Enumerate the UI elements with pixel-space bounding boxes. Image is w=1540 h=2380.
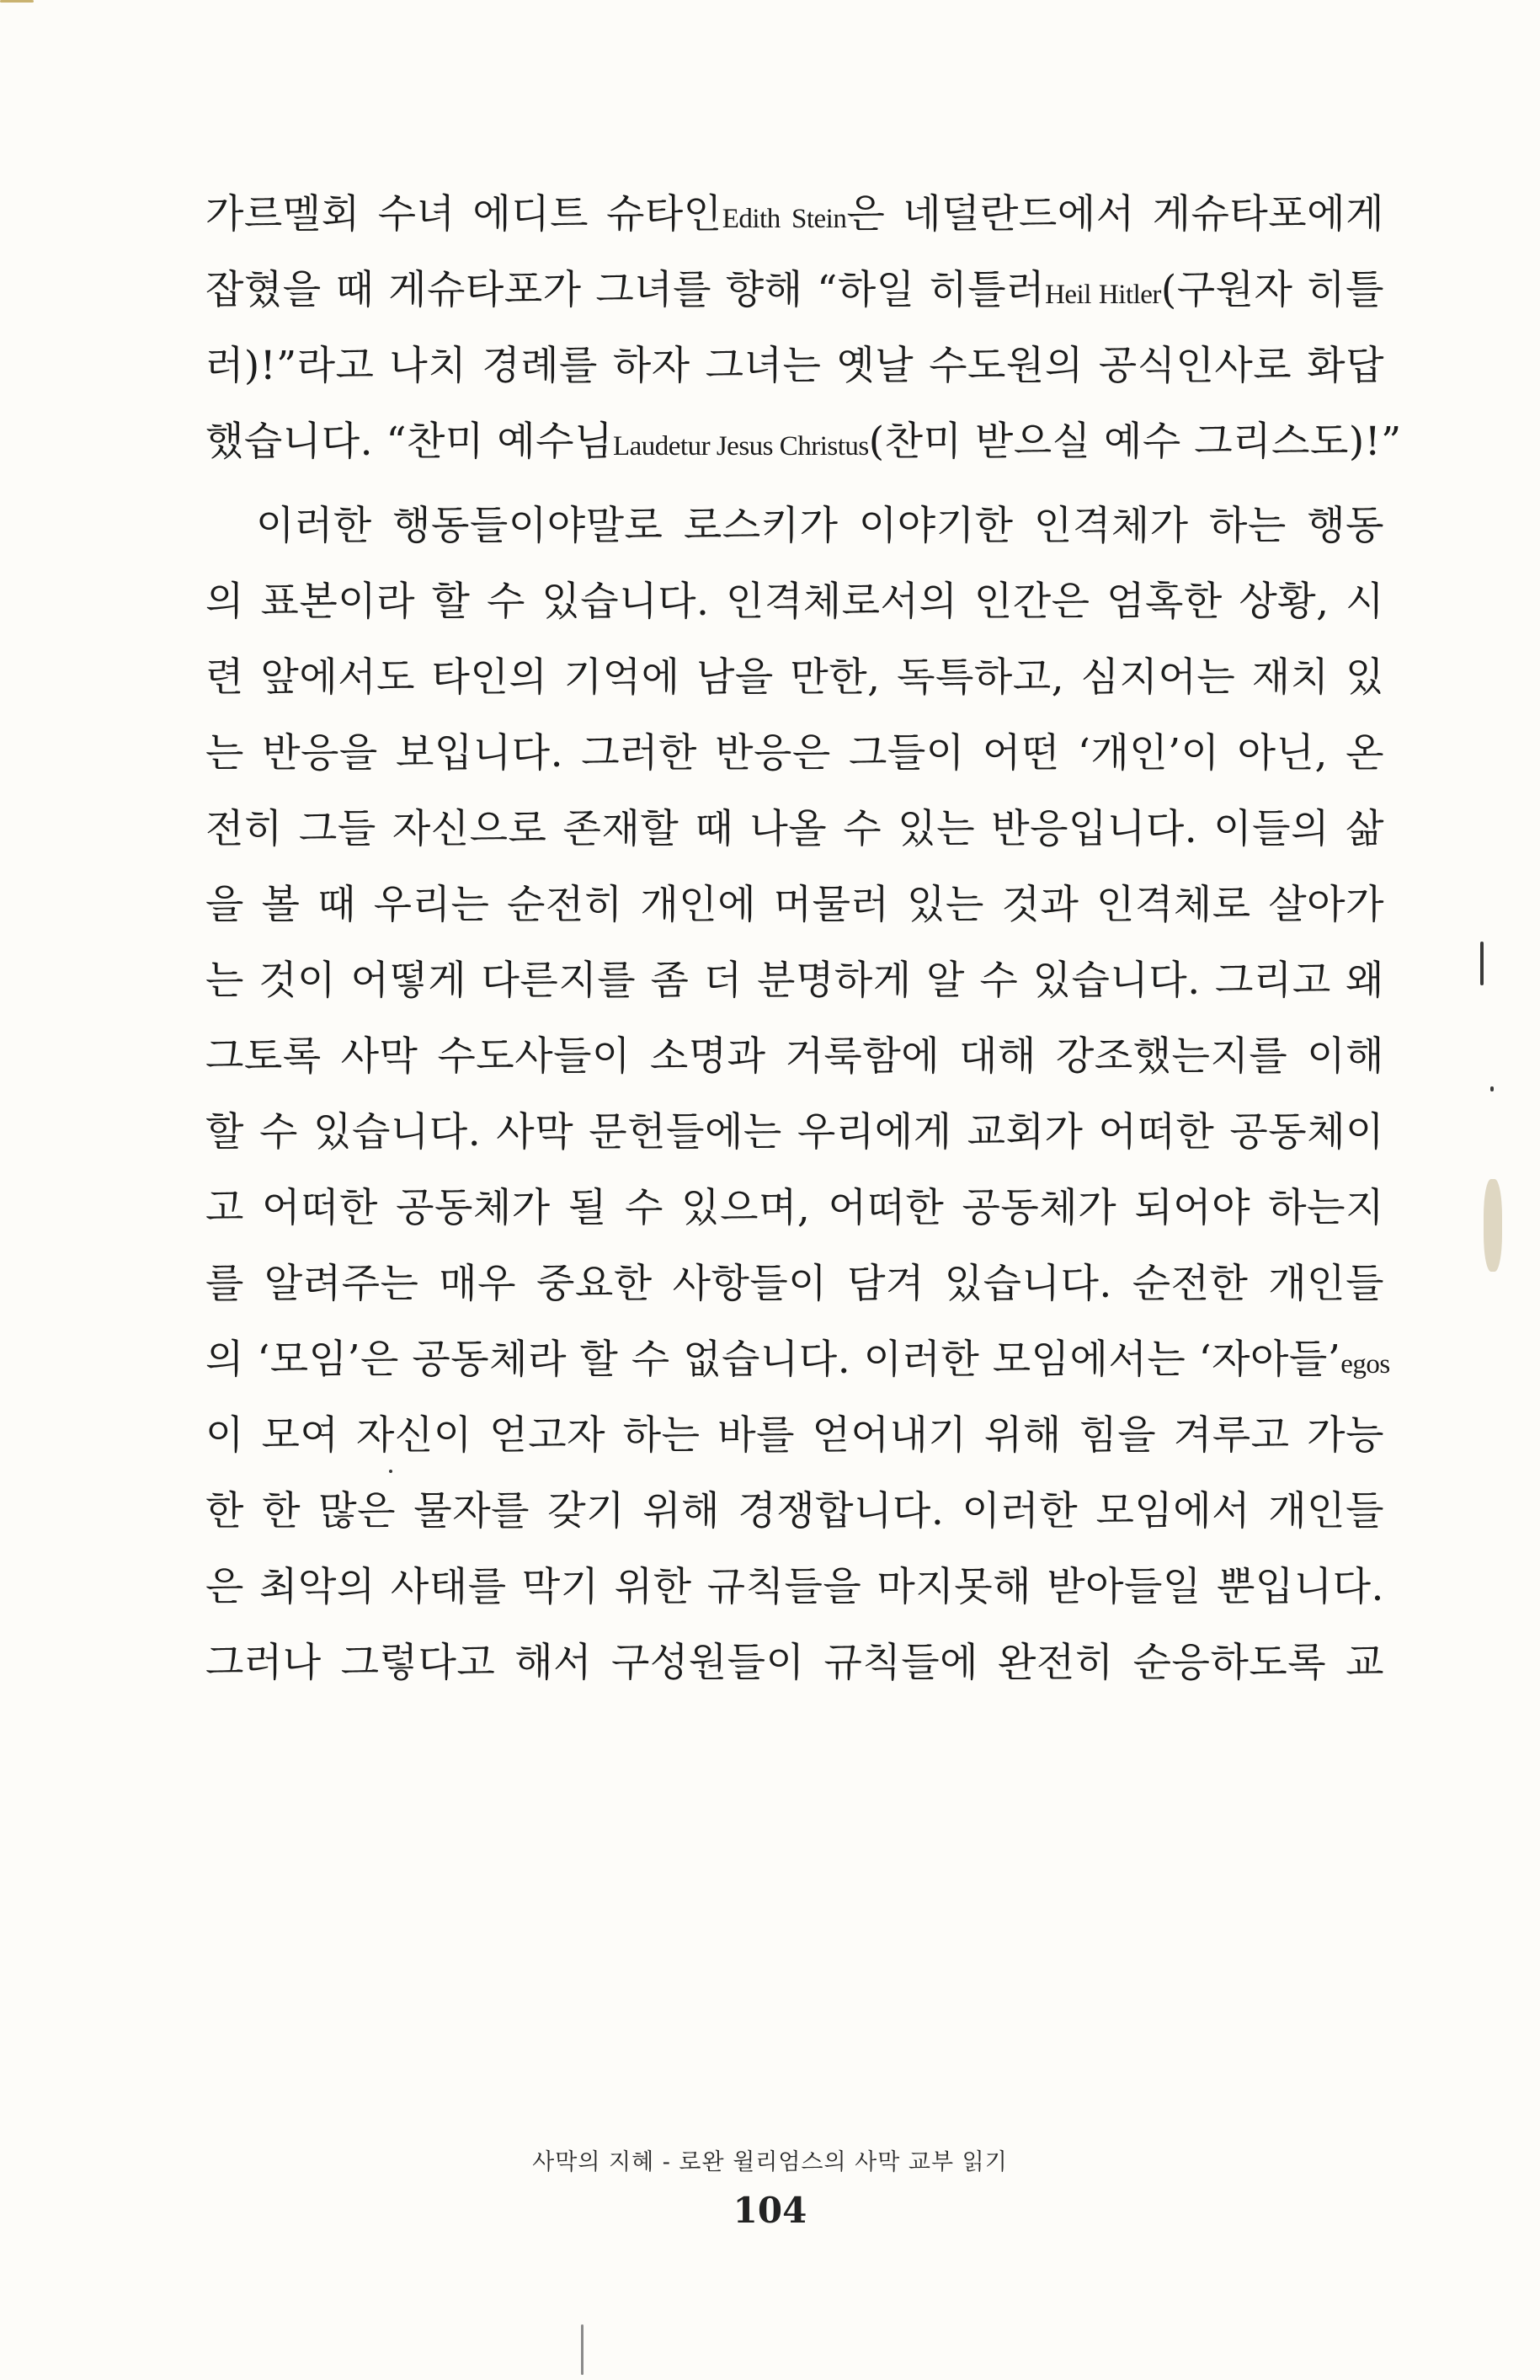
text-segment: 는 것이 어떻게 다른지를 좀 더 분명하게 알 수 있습니다. 그리고 왜	[205, 958, 1384, 1004]
text-line	[205, 720, 1384, 787]
text-line	[205, 1402, 1384, 1470]
text-line	[205, 493, 1384, 560]
text-line	[205, 1099, 1384, 1166]
scan-mark	[581, 2324, 583, 2375]
text-segment: 그토록 사막 수도사들이 소명과 거룩함에 대해 강조했는지를 이해	[205, 1033, 1384, 1080]
text-line	[205, 1554, 1384, 1621]
text-segment: 했습니다. “찬미 예수님	[205, 419, 613, 465]
text-line	[205, 408, 1402, 476]
running-footer-title: 사막의 지혜 - 로완 윌리엄스의 사막 교부 읽기	[532, 2149, 1008, 2175]
text-segment: 그러나 그렇다고 해서 구성원들이 규칙들에 완전히 순응하도록 교	[205, 1640, 1384, 1686]
text-segment: 가르멜회 수녀 에디트 슈타인	[205, 191, 722, 237]
text-segment: 의 ‘모임’은 공동체라 할 수 없습니다. 이러한 모임에서는 ‘자아들’	[205, 1337, 1341, 1383]
text-line	[205, 644, 1384, 712]
text-line	[205, 1251, 1384, 1318]
text-segment: 련 앞에서도 타인의 기억에 남을 만한, 독특하고, 심지어는 재치 있	[205, 654, 1384, 701]
text-segment: 러)!”라고 나치 경례를 하자 그녀는 옛날 수도원의 공식인사로 화답	[205, 343, 1384, 389]
text-segment: 잡혔을 때 게슈타포가 그녀를 향해 “하일 히틀러	[205, 267, 1046, 313]
text-segment: 은 네덜란드에서 게슈타포에게	[846, 191, 1384, 237]
text-segment: 를 알려주는 매우 중요한 사항들이 담겨 있습니다. 순전한 개인들	[205, 1261, 1384, 1307]
text-line	[205, 1630, 1384, 1697]
text-segment: 은 최악의 사태를 막기 위한 규칙들을 마지못해 받아들일 뿐입니다.	[205, 1564, 1384, 1610]
text-segment: 고 어떠한 공동체가 될 수 있으며, 어떠한 공동체가 되어야 하는지	[205, 1185, 1384, 1231]
scan-mark	[0, 0, 34, 3]
text-segment: 의 표본이라 할 수 있습니다. 인격체로서의 인간은 엄혹한 상황, 시	[205, 579, 1384, 625]
text-segment: 이러한 행동들이야말로 로스키가 이야기한 인격체가 하는 행동	[256, 503, 1384, 549]
scan-mark	[1490, 1086, 1494, 1091]
page-number: 104	[733, 2190, 807, 2231]
text-line	[205, 1023, 1384, 1091]
scan-mark	[1480, 942, 1484, 985]
text-line	[205, 796, 1384, 863]
text-line	[205, 1326, 1390, 1394]
text-segment: (찬미 받으실 예수 그리스도)!”	[868, 419, 1402, 465]
text-segment: 을 볼 때 우리는 순전히 개인에 머물러 있는 것과 인격체로 살아가	[205, 882, 1384, 928]
latin-term: egos	[1340, 1349, 1390, 1379]
text-segment: 는 반응을 보입니다. 그러한 반응은 그들이 어떤 ‘개인’이 아닌, 온	[205, 730, 1384, 776]
text-line	[205, 872, 1384, 939]
text-line	[205, 947, 1384, 1015]
scan-mark	[389, 1470, 392, 1473]
text-segment: 이 모여 자신이 얻고자 하는 바를 얻어내기 위해 힘을 겨루고 가능	[205, 1412, 1384, 1459]
scan-stain	[1484, 1179, 1502, 1272]
text-line	[205, 1175, 1384, 1242]
latin-term: Edith Stein	[722, 204, 847, 234]
text-line	[205, 568, 1384, 636]
text-line	[205, 181, 1384, 248]
latin-term: Heil Hitler	[1045, 280, 1161, 310]
text-line	[205, 333, 1384, 400]
text-line	[205, 1478, 1384, 1545]
latin-term: Laudetur Jesus Christus	[612, 431, 869, 462]
text-segment: 할 수 있습니다. 사막 문헌들에는 우리에게 교회가 어떠한 공동체이	[205, 1109, 1384, 1155]
text-segment: (구원자 히틀	[1160, 267, 1384, 313]
text-segment: 한 한 많은 물자를 갖기 위해 경쟁합니다. 이러한 모임에서 개인들	[205, 1488, 1384, 1534]
text-line	[205, 257, 1384, 324]
text-segment: 전히 그들 자신으로 존재할 때 나올 수 있는 반응입니다. 이들의 삶	[205, 806, 1384, 852]
